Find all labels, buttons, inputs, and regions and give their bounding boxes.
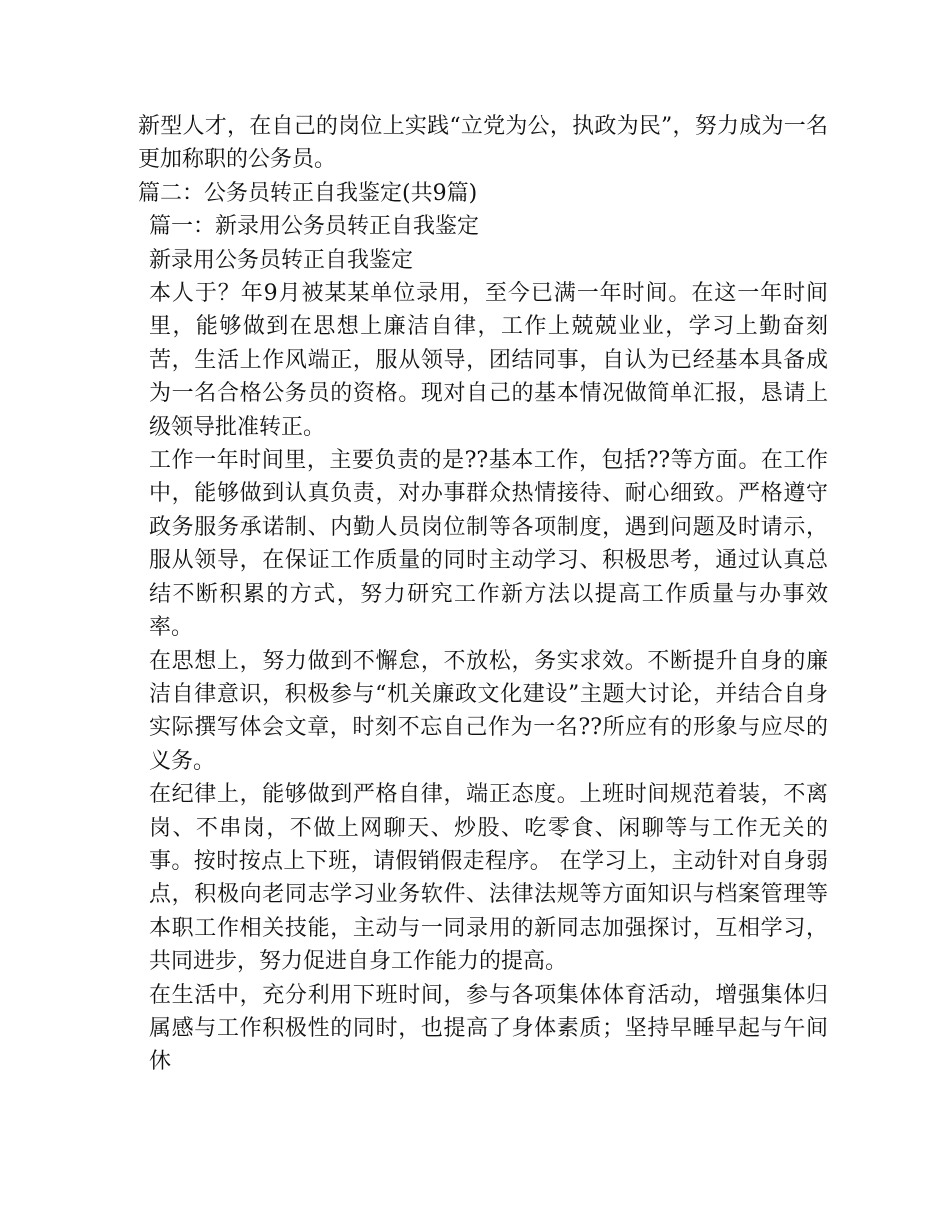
paragraph-work: 工作一年时间里，主要负责的是??基本工作，包括??等方面。在工作中，能够做到认真负责，对办事群众热情接待、耐心细致。严格遵守政务服务承诺制、内勤人员岗位制等各项制度，遇到问题及时请示，服从领导，在保证工作质量的同时主动学习、积极思考，通过认真总结不断积累的方式，努力研究工作新方法以提高工作质量与办事效率。 — [149, 448, 828, 641]
section-heading: 篇二：公务员转正自我鉴定(共9篇) — [138, 180, 478, 206]
paragraph-continuation: 新型人才，在自己的岗位上实践“立党为公，执政为民”，努力成为一名更加称职的公务员。 — [138, 114, 828, 173]
document-body — [138, 110, 828, 1079]
paragraph-thought: 在思想上，努力做到不懈怠，不放松，务实求效。不断提升自身的廉洁自律意识，积极参与“机关廉政文化建设”主题大讨论，并结合自身实际撰写体会文章，时刻不忘自己作为一名??所应有的形象与应尽的义务。 — [149, 648, 828, 774]
subsection-heading: 篇一：新录用公务员转正自我鉴定 — [149, 214, 480, 240]
paragraph-discipline: 在纪律上，能够做到严格自律，端正态度。上班时间规范着装，不离岗、不串岗，不做上网聊天、炒股、吃零食、闲聊等与工作无关的事。按时按点上下班，请假销假走程序。 在学习上，主动针对自身弱点，积极向老同志学习业务软件、法律法规等方面知识与档案管理等本职工作相关技能，主动与一同录用的新同志加强探讨，互相学习，共同进步，努力促进自身工作能力的提高。 — [149, 782, 828, 975]
document-title: 新录用公务员转正自我鉴定 — [149, 247, 414, 273]
paragraph-intro: 本人于？年9月被某某单位录用，至今已满一年时间。在这一年时间里，能够做到在思想上廉洁自律，工作上兢兢业业，学习上勤奋刻苦，生活上作风端正，服从领导，团结同事，自认为已经基本具备成为一名合格公务员的资格。现对自己的基本情况做简单汇报，恳请上级领导批准转正。 — [149, 281, 828, 440]
paragraph-life: 在生活中，充分利用下班时间，参与各项集体体育活动，增强集体归属感与工作积极性的同时，也提高了身体素质；坚持早睡早起与午间休 — [149, 982, 828, 1075]
